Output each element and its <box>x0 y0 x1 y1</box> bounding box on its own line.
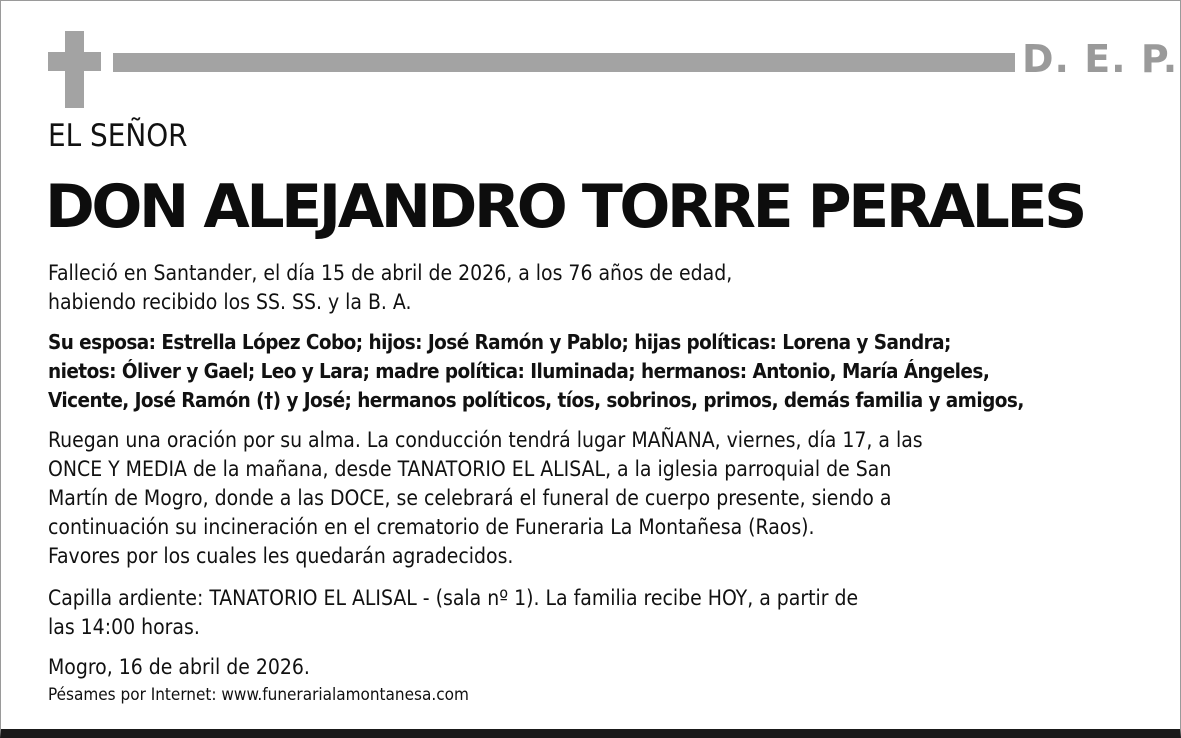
header-rule <box>113 53 1015 72</box>
chapel-line: las 14:00 horas. <box>48 615 200 639</box>
prayer-request <box>48 426 923 571</box>
deceased-name: DON ALEJANDRO TORRE PERALES <box>45 172 1084 242</box>
cross-icon <box>48 31 101 108</box>
chapel-line: Capilla ardiente: TANATORIO EL ALISAL - (sala nº 1). La familia recibe HOY, a partir de <box>48 586 859 610</box>
honorific: EL SEÑOR <box>48 118 188 154</box>
family-line: Vicente, José Ramón (†) y José; hermanos políticos, tíos, sobrinos, primos, demás familia y amigos, <box>48 388 1024 412</box>
prayer-line: ONCE Y MEDIA de la mañana, desde TANATORIO EL ALISAL, a la iglesia parroquial de San <box>48 457 892 481</box>
web-condolences: Pésames por Internet: www.funerarialamontanesa.com <box>48 685 469 705</box>
prayer-line: Favores por los cuales les quedarán agradecidos. <box>48 544 514 568</box>
family-list <box>48 328 1024 415</box>
family-line: Su esposa: Estrella López Cobo; hijos: José Ramón y Pablo; hijas políticas: Lorena y Sandra; <box>48 330 951 354</box>
prayer-line: continuación su incineración en el crematorio de Funeraria La Montañesa (Raos). <box>48 515 815 539</box>
death-notice-line: Falleció en Santander, el día 15 de abril de 2026, a los 76 años de edad, <box>48 261 733 285</box>
place-date: Mogro, 16 de abril de 2026. <box>48 655 310 679</box>
prayer-line: Martín de Mogro, donde a las DOCE, se celebrará el funeral de cuerpo presente, siendo a <box>48 486 892 510</box>
death-notice <box>48 259 732 317</box>
prayer-line: Ruegan una oración por su alma. La conducción tendrá lugar MAÑANA, viernes, día 17, a las <box>48 428 923 452</box>
dep-badge: D. E. P. <box>1022 37 1179 81</box>
death-notice-line: habiendo recibido los SS. SS. y la B. A. <box>48 290 412 314</box>
chapel-info <box>48 584 858 642</box>
family-line: nietos: Óliver y Gael; Leo y Lara; madre política: Iluminada; hermanos: Antonio, María Ángeles, <box>48 359 990 383</box>
